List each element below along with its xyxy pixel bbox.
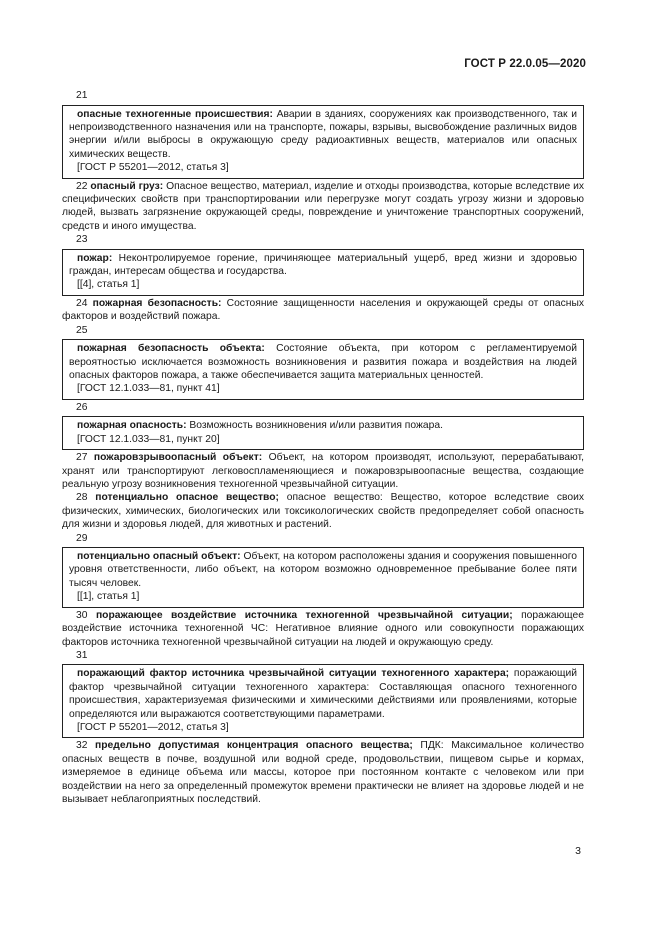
definition-text [62, 739, 584, 806]
entry-number: 27 [76, 452, 88, 464]
definition: Возможность возникновения и/или развития пожара. [186, 420, 443, 432]
entry-number: 31 [76, 649, 88, 661]
definition-text [69, 108, 577, 162]
definition-text [62, 180, 584, 234]
source-reference: [ГОСТ 12.1.033—81, пункт 20] [77, 433, 220, 445]
term: пожарная безопасность: [92, 297, 222, 309]
entry-number: 21 [76, 90, 88, 101]
document-code: ГОСТ Р 22.0.05—2020 [464, 58, 586, 70]
definition-text [62, 609, 584, 649]
term: предельно допустимая концентрация опасного вещества; [95, 740, 413, 752]
source-reference: [[4], статья 1] [77, 279, 140, 291]
entry-number: 30 [76, 609, 88, 621]
definition: опасное вещество: Вещество, которое вследствие своих физических, химических, биологических или токсикологических свойств предопределяет собой опасность для жизни и здоровья людей, для животных и растений. [62, 492, 585, 531]
definition: Объект, на котором производят, используют, перерабатывают, хранят или транспортируют легковоспламеняющиеся и пожаровзрывоопасные вещества, создающие реальную угрозу возникновения техногенной чрезвычайной ситуации. [62, 452, 584, 490]
definition: Состояние объекта, при котором с регламентируемой вероятностью исключается возможность возникновения и развития пожара и воздействия на людей опасных факторов пожара, а также обеспечивается защита материальных ценностей. [69, 343, 577, 381]
term: пожарная опасность: [77, 420, 187, 432]
term: опасные техногенные происшествия: [77, 108, 273, 120]
entry-number: 25 [76, 324, 88, 336]
term: опасный груз: [90, 180, 164, 192]
definition-text [69, 252, 577, 279]
definition-text [69, 419, 577, 432]
source-reference: [ГОСТ 12.1.033—81, пункт 41] [77, 383, 220, 395]
definition: поражающий фактор чрезвычайной ситуации техногенного характера: Составляющая опасного техногенного происшествия, характеризуемая физическими и химическими действиями или проявлениями, которые определяются или выражаются соответствующими параметрами. [69, 668, 578, 720]
definition: Опасное вещество, материал, изделие и отходы производства, которые вследствие их специфических свойств при транспортировании или перегрузке могут создать угрозу жизни и здоровью людей, вызвать загрязнение окружающей среды, повреждение и уничтожение транспортных сооружений, средств и иного имущества. [62, 180, 584, 232]
definition-text [69, 342, 577, 382]
entry-number: 29 [76, 532, 88, 544]
definition-box [62, 547, 584, 608]
definition-text [62, 491, 584, 531]
entry-number: 26 [76, 401, 88, 413]
definition-box [62, 664, 584, 738]
definition-text [69, 550, 577, 590]
term: потенциально опасный объект: [77, 551, 241, 563]
definition: ПДК: Максимальное количество опасных веществ в почве, воздушной или водной среде, продовольствии, пищевом сырье и кормах, измеряемое в единице объема или массы, которое при постоянном контакте с человеком или при воздействии на него за определенный промежуток времени практически не влияет на здоровье людей и не вызывает неблагоприятных последствий. [62, 740, 584, 806]
definition: Неконтролируемое горение, причиняющее материальный ущерб, вред жизни и здоровью граждан, интересам общества и государства. [69, 252, 577, 278]
definition: Объект, на котором расположены здания и сооружения повышенного уровня ответственности, либо объект, на котором возможно одновременное пребывание более пяти тысяч человек. [69, 551, 577, 589]
term: поражающий фактор источника чрезвычайной ситуации техногенного характера; [77, 668, 510, 680]
definition-box [62, 105, 584, 179]
definition-box [62, 339, 584, 400]
page-number: 3 [575, 845, 581, 857]
definition: Аварии в зданиях, сооружениях как производственного, так и непроизводственного назначения или на транспорте, пожары, взрывы, высвобождение различных видов энергии и/или выбросы в окружающую среду радиоактивных веществ, материалов или опасных химических веществ. [69, 108, 577, 160]
definition: поражающее воздействие источника техногенной ЧС: Негативное влияние одного или совокупности поражающих факторов источника техногенной чрезвычайной ситуации на людей и окружающую среду. [62, 609, 584, 648]
entry-number: 32 [76, 740, 88, 752]
entry-number: 23 [76, 234, 88, 246]
definition-text [69, 667, 577, 721]
source-reference: [ГОСТ Р 55201—2012, статья 3] [77, 722, 229, 734]
source-reference: [[1], статья 1] [77, 591, 140, 603]
entry-number: 22 [76, 180, 88, 192]
definition-box [62, 249, 584, 296]
document-body [62, 89, 584, 806]
source-reference: [ГОСТ Р 55201—2012, статья 3] [77, 162, 229, 174]
term: поражающее воздействие источника техногенной чрезвычайной ситуации; [95, 609, 513, 621]
definition-text [62, 297, 584, 324]
term: потенциально опасное вещество; [95, 492, 279, 504]
term: пожаровзрывоопасный объект: [93, 452, 263, 464]
definition-box [62, 416, 584, 450]
definition: Состояние защищенности населения и окружающей среды от опасных факторов и воздействий пожара. [62, 297, 584, 323]
definition-text [62, 451, 584, 491]
entry-number: 28 [76, 492, 88, 504]
term: пожарная безопасность объекта: [77, 343, 265, 355]
term: пожар: [77, 252, 113, 264]
entry-number: 24 [76, 297, 88, 309]
